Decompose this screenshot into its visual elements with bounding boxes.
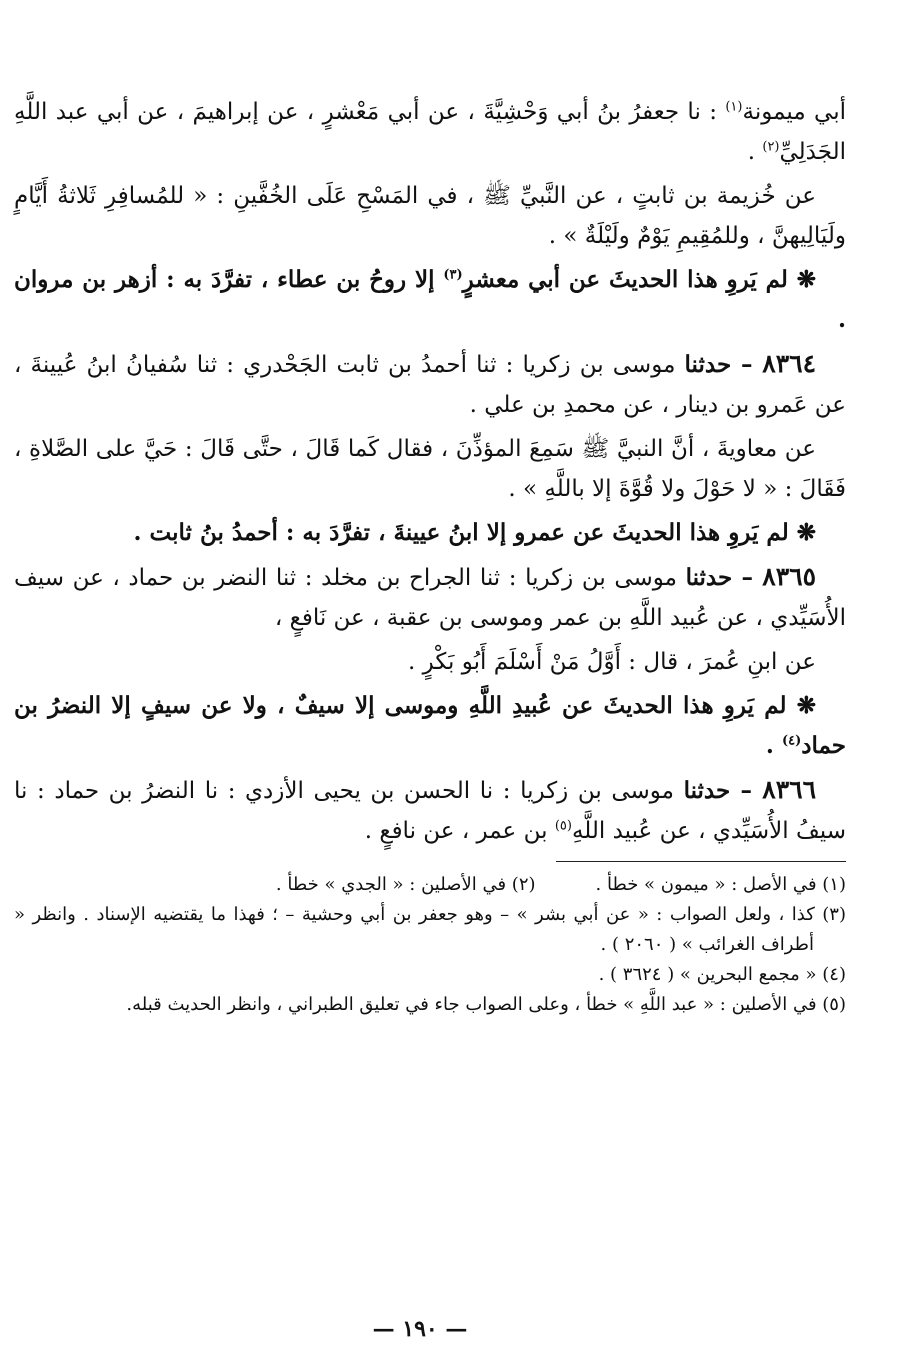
document-page: [14, 92, 846, 1020]
narration-note: [14, 260, 846, 340]
hadith-lead: – حدثنا: [683, 777, 763, 804]
text: لم يَروِ هذا الحديثَ عن أبي معشرٍ: [462, 266, 797, 293]
star-icon: ❋: [796, 519, 816, 546]
text: أبي ميمونة: [742, 99, 846, 125]
text: إلا روحُ بن عطاء ، تفرَّدَ به : أزهر بن مروان .: [14, 266, 846, 333]
hadith-number: ٨٣٦٤: [762, 349, 816, 378]
text: لم يَروِ هذا الحديثَ عن عُبيدِ اللَّهِ وموسى إلا سيفٌ ، ولا عن سيفٍ إلا النضرُ بن حماد: [14, 692, 846, 759]
star-icon: ❋: [796, 692, 816, 719]
footnote-marker[interactable]: (٣): [443, 267, 463, 283]
narration-note: [14, 513, 846, 553]
hadith-text: [14, 642, 846, 682]
footnote-row: [14, 870, 846, 900]
page-number: — ١٩٠ —: [372, 1316, 468, 1342]
text: موسى بن زكريا : ثنا الجراح بن مخلد : ثنا النضر بن حماد ، عن سيف الأُسَيِّدي ، عن عُبيد اللَّهِ بن عمر وموسى بن عقبة ، عن نَافعٍ ،: [14, 565, 846, 631]
hadith-number: ٨٣٦٥: [762, 562, 816, 591]
text: بن عمر ، عن نافعٍ .: [364, 818, 555, 844]
hadith-number: ٨٣٦٦: [762, 775, 816, 804]
footnote-3: (٣) كذا ، ولعل الصواب : « عن أبي بشر » – وهو جعفر بن أبي وحشية – ؛ فهذا ما يقتضيه الإسناد . وانظر « أطراف الغرائب » ( ٢٠٦٠ ) .: [14, 904, 846, 955]
text: .: [747, 139, 763, 165]
paragraph: [14, 92, 846, 172]
narration-note: [14, 686, 846, 766]
hadith-text: [14, 429, 846, 509]
footnote-marker[interactable]: (٥): [554, 818, 572, 834]
hadith-text: [14, 176, 846, 256]
text: موسى بن زكريا : ثنا أحمدُ بن ثابت الجَحْدري : ثنا سُفيانُ ابنُ عُيينةَ ، عن عَمرو بن دينار ، عن محمدِ بن علي .: [14, 352, 846, 418]
text: عن معاويةَ ، أنَّ النبيَّ ﷺ سَمِعَ المؤذِّنَ ، فقال كَما قَالَ ، حتَّى قَالَ : حَيَّ على الصَّلاةِ ، فَقَالَ : « لا حَوْلَ ولا قُوَّةَ إلا باللَّهِ » .: [14, 436, 846, 502]
footnote-4: (٤) « مجمع البحرين » ( ٣٦٢٤ ) .: [598, 964, 846, 985]
text: عن خُزيمة بن ثابتٍ ، عن النَّبيِّ ﷺ ، في المَسْحِ عَلَى الخُفَّينِ : « للمُسافِرِ ثَلاثةُ أَيَّامٍ ولَيَالِيهنَّ ، وللمُقِيمِ يَوْمٌ ولَيْلَةٌ » .: [14, 183, 846, 249]
text: عن ابنِ عُمرَ ، قال : أَوَّلُ مَنْ أَسْلَمَ أَبُو بَكْرٍ .: [408, 649, 816, 675]
footnote-marker[interactable]: (٢): [762, 139, 780, 155]
text: موسى بن زكريا : نا الحسن بن يحيى الأزدي : نا النضرُ بن حماد : نا سيفُ الأُسَيِّدي ، عن عُبيد اللَّهِ: [14, 778, 846, 844]
hadith-chain: [14, 557, 846, 638]
hadith-chain: [14, 770, 846, 851]
footnote-marker[interactable]: (٤): [781, 733, 802, 749]
hadith-lead: – حدثنا: [684, 351, 763, 378]
footnote-5: (٥) في الأصلين : « عبد اللَّهِ » خطأ ، وعلى الصواب جاء في تعليق الطبراني ، وانظر الحديث قبله.: [126, 994, 846, 1015]
footnote-divider: [556, 861, 846, 862]
footnote-marker[interactable]: (١): [725, 99, 743, 115]
star-icon: ❋: [796, 266, 817, 293]
footnotes: [14, 870, 846, 1020]
footnote-1: (١) في الأصل : « ميمون » خطأ .: [595, 874, 846, 895]
hadith-lead: – حدثنا: [685, 564, 763, 591]
hadith-chain: [14, 344, 846, 425]
text: لم يَروِ هذا الحديثَ عن عمرو إلا ابنُ عيينةَ ، تفرَّدَ به : أحمدُ بنُ ثابت .: [133, 519, 797, 546]
text: : نا جعفرُ بنُ أبي وَحْشِيَّةَ ، عن أبي مَعْشرٍ ، عن إبراهيمَ ، عن أبي عبد اللَّهِ الجَدَلِيِّ: [14, 99, 846, 165]
text: .: [765, 732, 782, 759]
footnote-2: (٢) في الأصلين : « الجدي » خطأ .: [275, 874, 536, 895]
